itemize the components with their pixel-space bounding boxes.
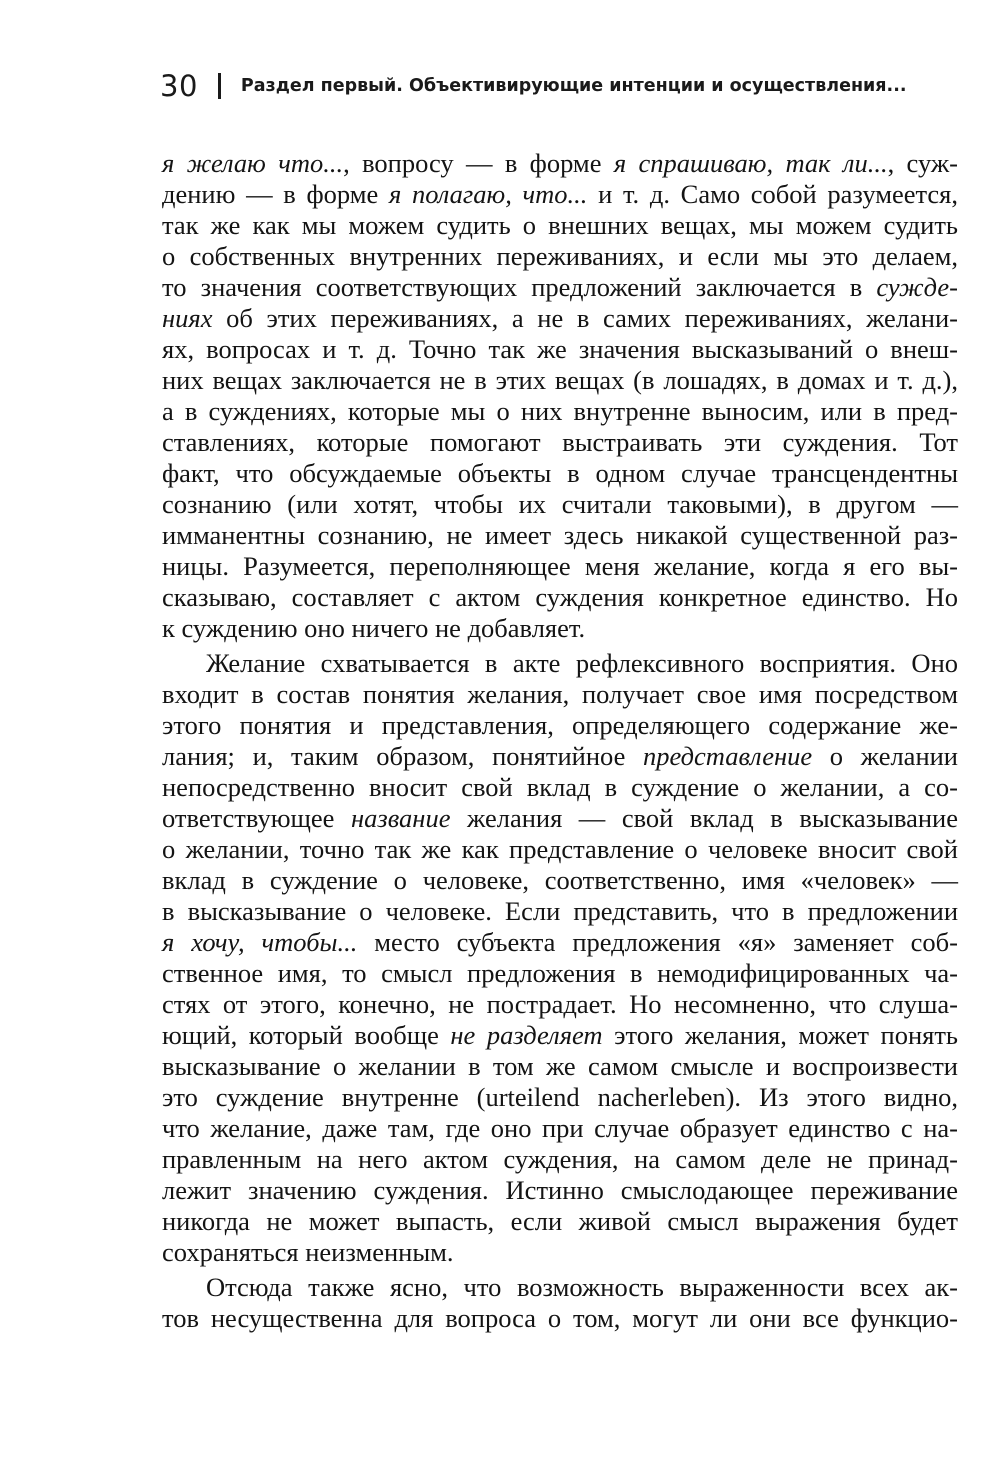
text-segment: ях, вопросах и т. д. Точно так же значения высказываний о внеш- bbox=[162, 334, 958, 364]
text-line bbox=[162, 458, 958, 489]
text-segment: , вопросу — в форме bbox=[343, 148, 614, 178]
running-head bbox=[160, 66, 960, 106]
text-segment: тов несущественна для вопроса о том, могут ли они все функцио- bbox=[162, 1303, 958, 1333]
text-segment: стях от этого, конечно, не пострадает. Но несомненно, что слуша- bbox=[162, 989, 958, 1019]
text-segment: ответствующее bbox=[162, 803, 351, 833]
text-line bbox=[162, 958, 958, 989]
text-segment: о желании, точно так же как представление о человеке вносит свой bbox=[162, 834, 958, 864]
paragraph bbox=[162, 648, 958, 1268]
text-segment: факт, что обсуждаемые объекты в одном случае трансцендентны bbox=[162, 458, 958, 488]
text-segment: в высказывание о человеке. Если представить, что в предложении bbox=[162, 896, 958, 926]
text-segment: имманентны сознанию, не имеет здесь никакой существенной раз- bbox=[162, 520, 958, 550]
text-line bbox=[162, 1051, 958, 1082]
italic-text: не разделяет bbox=[450, 1020, 603, 1050]
text-line bbox=[162, 427, 958, 458]
text-segment: Желание схватывается в акте рефлексивного восприятия. Оно bbox=[206, 648, 958, 678]
text-line bbox=[162, 1144, 958, 1175]
italic-text: представление bbox=[643, 741, 813, 771]
text-line bbox=[162, 613, 958, 644]
text-line bbox=[162, 582, 958, 613]
text-segment: высказывание о желании в том же самом смысле и воспроизвести bbox=[162, 1051, 958, 1081]
text-segment: вклад в суждение о человеке, соответственно, имя «человек» — bbox=[162, 865, 958, 895]
text-line bbox=[162, 241, 958, 272]
text-line bbox=[162, 803, 958, 834]
text-line bbox=[162, 1020, 958, 1051]
text-segment: сознанию (или хотят, чтобы их считали таковыми), в другом — bbox=[162, 489, 958, 519]
italic-text: ниях bbox=[162, 303, 213, 333]
text-segment: лания; и, таким образом, понятийное bbox=[162, 741, 644, 771]
text-line bbox=[162, 210, 958, 241]
text-line bbox=[162, 896, 958, 927]
text-line bbox=[162, 551, 958, 582]
text-segment: Отсюда также ясно, что возможность выраженности всех ак- bbox=[206, 1272, 958, 1302]
page-number: 30 bbox=[160, 69, 198, 103]
text-line bbox=[162, 489, 958, 520]
text-segment: сохраняться неизменным. bbox=[162, 1237, 454, 1267]
italic-text: я желаю что... bbox=[162, 148, 344, 178]
text-line bbox=[162, 1272, 958, 1303]
text-line bbox=[162, 834, 958, 865]
text-segment: что желание, даже там, где оно при случае образует единство с на- bbox=[162, 1113, 958, 1143]
text-segment: лежит значению суждения. Истинно смыслодающее переживание bbox=[162, 1175, 958, 1205]
text-segment: о желании bbox=[812, 741, 958, 771]
text-line bbox=[162, 148, 958, 179]
text-segment: это суждение внутренне (urteilend nacherleben). Из этого видно, bbox=[162, 1082, 958, 1112]
text-segment: о собственных внутренних переживаниях, и если мы это делаем, bbox=[162, 241, 958, 271]
text-segment: входит в состав понятия желания, получает свое имя посредством bbox=[162, 679, 958, 709]
text-line bbox=[162, 1082, 958, 1113]
text-segment: и т. д. Само собой разумеется, bbox=[587, 179, 958, 209]
text-line bbox=[162, 179, 958, 210]
text-line bbox=[162, 1175, 958, 1206]
text-segment: никогда не может выпасть, если живой смысл выражения будет bbox=[162, 1206, 958, 1236]
text-segment: ставлениях, которые помогают выстраивать эти суждения. Тот bbox=[162, 427, 958, 457]
italic-text: я хочу, чтобы... bbox=[162, 927, 358, 957]
text-segment: ницы. Разумеется, переполняющее меня желание, когда я его вы- bbox=[162, 551, 958, 581]
text-segment: к суждению оно ничего не добавляет. bbox=[162, 613, 586, 643]
italic-text: я полагаю, что... bbox=[388, 179, 588, 209]
text-segment: непосредственно вносит свой вклад в суждение о желании, а со- bbox=[162, 772, 958, 802]
text-segment: желания — свой вклад в высказывание bbox=[450, 803, 958, 833]
text-line bbox=[162, 772, 958, 803]
text-line bbox=[162, 865, 958, 896]
text-line bbox=[162, 710, 958, 741]
text-segment: этого понятия и представления, определяющего содержание же- bbox=[162, 710, 958, 740]
text-segment: , суж- bbox=[887, 148, 958, 178]
section-title: Раздел первый. Объективирующие интенции и осуществления... bbox=[240, 76, 907, 96]
header-divider bbox=[218, 73, 221, 99]
text-line bbox=[162, 1303, 958, 1334]
paragraph bbox=[162, 148, 958, 644]
text-line bbox=[162, 679, 958, 710]
text-line bbox=[162, 741, 958, 772]
text-segment: ственное имя, то смысл предложения в немодифицированных ча- bbox=[162, 958, 958, 988]
text-segment: так же как мы можем судить о внешних вещах, мы можем судить bbox=[162, 210, 958, 240]
italic-text: название bbox=[350, 803, 451, 833]
text-segment: дению — в форме bbox=[162, 179, 389, 209]
text-line bbox=[162, 396, 958, 427]
text-line bbox=[162, 1206, 958, 1237]
text-line bbox=[162, 927, 958, 958]
text-segment: правленным на него актом суждения, на самом деле не принад- bbox=[162, 1144, 958, 1174]
italic-text: я спрашиваю, так ли... bbox=[613, 148, 888, 178]
paragraph bbox=[162, 1272, 958, 1334]
italic-text: сужде- bbox=[876, 272, 958, 302]
text-line bbox=[162, 334, 958, 365]
text-segment: а в суждениях, которые мы о них внутренне выносим, или в пред- bbox=[162, 396, 958, 426]
text-segment: то значения соответствующих предложений заключается в bbox=[162, 272, 877, 302]
text-segment: ющий, который вообще bbox=[162, 1020, 451, 1050]
text-line bbox=[162, 648, 958, 679]
text-line bbox=[162, 365, 958, 396]
text-line bbox=[162, 272, 958, 303]
text-segment: этого желания, может понять bbox=[602, 1020, 958, 1050]
text-line bbox=[162, 303, 958, 334]
text-line bbox=[162, 1113, 958, 1144]
text-segment: об этих переживаниях, а не в самих переживаниях, желани- bbox=[212, 303, 958, 333]
text-line bbox=[162, 989, 958, 1020]
text-segment: сказываю, составляет с актом суждения конкретное единство. Но bbox=[162, 582, 958, 612]
text-line bbox=[162, 520, 958, 551]
body-text bbox=[162, 148, 958, 1334]
text-segment: место субъекта предложения «я» заменяет соб- bbox=[357, 927, 958, 957]
text-line bbox=[162, 1237, 958, 1268]
text-segment: них вещах заключается не в этих вещах (в лошадях, в домах и т. д.), bbox=[162, 365, 958, 395]
